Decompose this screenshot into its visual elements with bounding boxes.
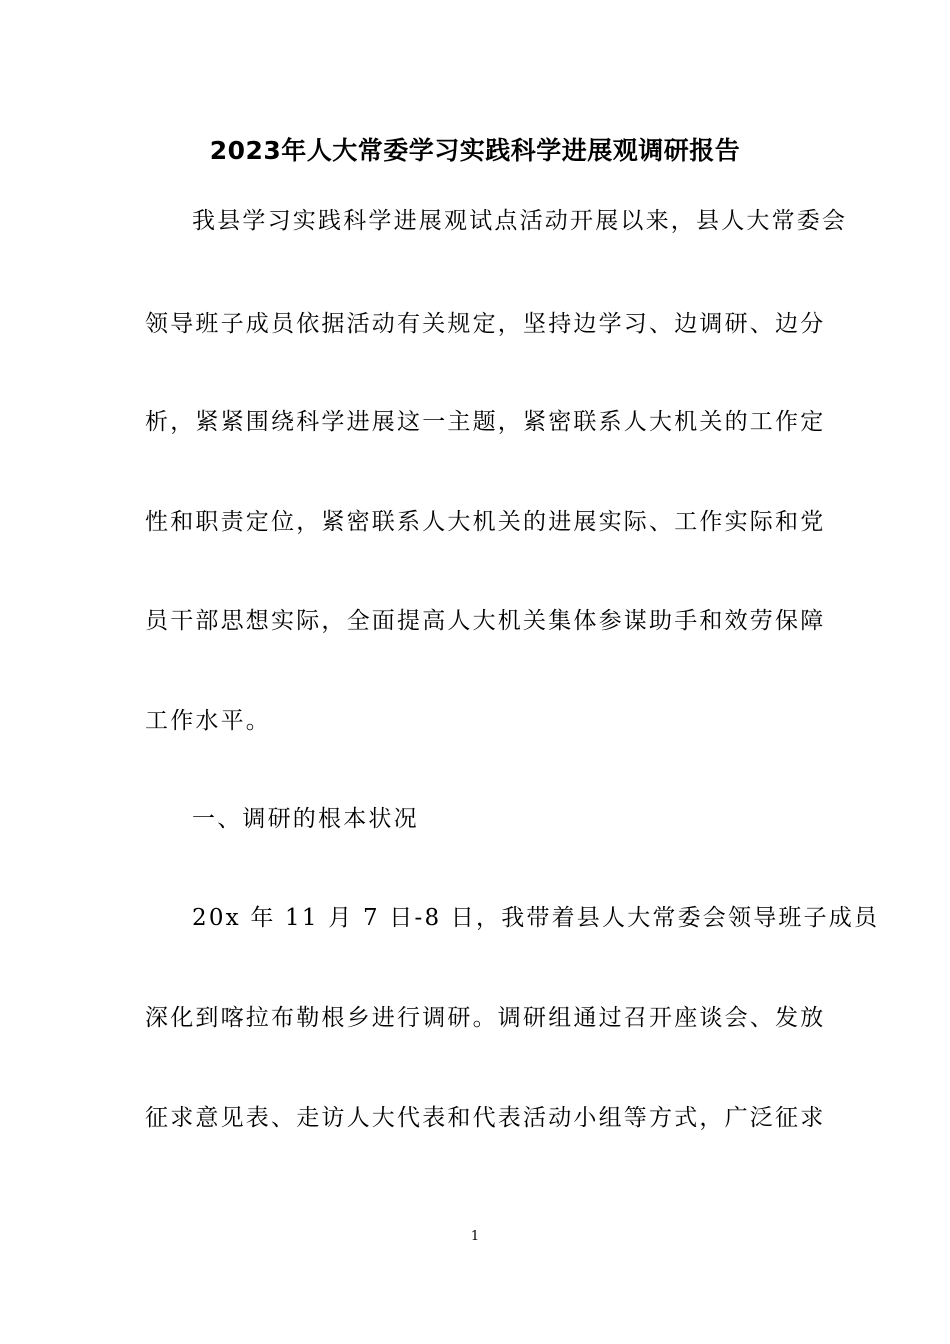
paragraph-line: 性和职责定位，紧密联系人大机关的进展实际、工作实际和党	[145, 509, 826, 535]
paragraph-line: 20x 年 11 月 7 日-8 日，我带着县人大常委会领导班子成员	[192, 905, 880, 931]
paragraph-line: 员干部思想实际，全面提高人大机关集体参谋助手和效劳保障	[145, 608, 826, 634]
document-title: 2023年人大常委学习实践科学进展观调研报告	[209, 136, 741, 165]
paragraph-line: 征求意见表、走访人大代表和代表活动小组等方式，广泛征求	[145, 1105, 826, 1131]
paragraph-line: 领导班子成员依据活动有关规定，坚持边学习、边调研、边分	[145, 311, 826, 337]
paragraph-line: 我县学习实践科学进展观试点活动开展以来，县人大常委会	[192, 208, 848, 234]
paragraph-line: 工作水平。	[145, 708, 271, 734]
page-number: 1	[470, 1229, 480, 1244]
paragraph-line: 深化到喀拉布勒根乡进行调研。调研组通过召开座谈会、发放	[145, 1005, 826, 1031]
paragraph-line: 析，紧紧围绕科学进展这一主题，紧密联系人大机关的工作定	[145, 409, 826, 435]
section-heading: 一、调研的根本状况	[192, 806, 419, 832]
